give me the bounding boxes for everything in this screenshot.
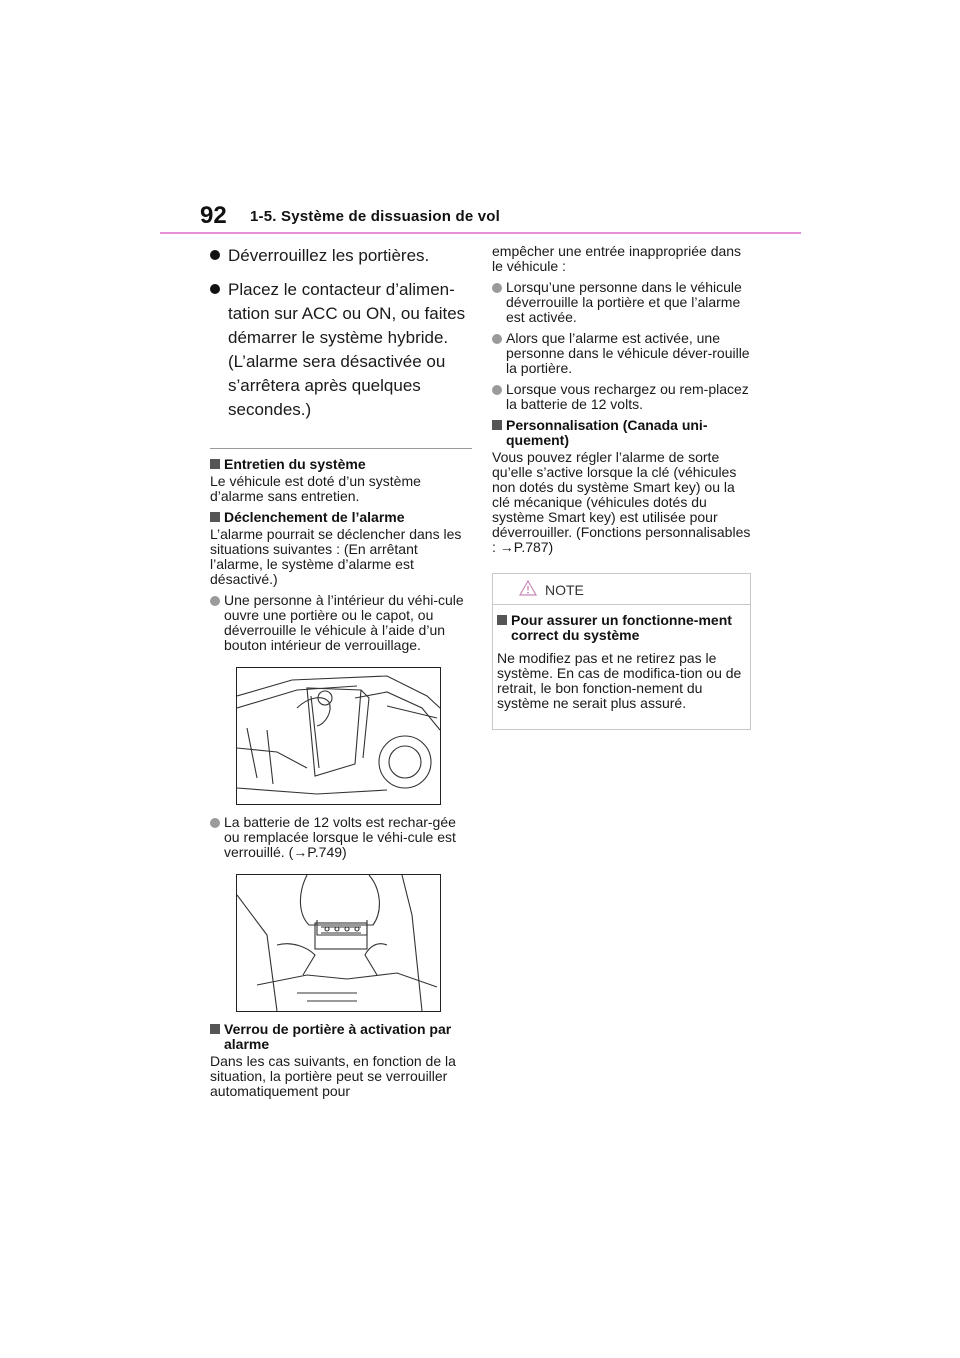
circle-bullet-icon <box>492 385 502 395</box>
section-divider <box>210 448 472 449</box>
instruction-bullet: Placez le contacteur d’alimen-tation sur ACC ou ON, ou faites démarrer le système hybride. (L’alarme sera désactivée ou s’arrêtera après quelques secondes.) <box>210 278 472 422</box>
page-header <box>200 200 800 236</box>
right-column <box>492 244 754 730</box>
square-bullet-icon <box>492 420 502 430</box>
square-bullet-icon <box>210 512 220 522</box>
customization-text: Vous pouvez régler l’alarme de sorte qu’elle s’active lorsque la clé (véhicules non dotés du système Smart key) ou la clé mécanique (véhicules dotés du système Smart key) est utilisée pour déverrouiller. (Fonctions personnalisables : →P.787) <box>492 449 751 555</box>
heading-customization: Personnalisation (Canada uni-quement) <box>492 418 754 448</box>
car-door-illustration <box>236 667 441 805</box>
note-header <box>493 574 750 605</box>
note-label: NOTE <box>545 582 584 598</box>
left-column <box>210 244 472 1105</box>
lock-text-continued: empêcher une entrée inappropriée dans le véhicule : <box>492 243 742 274</box>
lock-text: Dans les cas suivants, en fonction de la situation, la portière peut se verrouiller automatiquement pour <box>210 1053 456 1099</box>
lock-case-item: Lorsque vous rechargez ou rem-placez la batterie de 12 volts. <box>492 382 754 412</box>
bullet-icon <box>210 250 220 260</box>
note-text: Ne modifiez pas et ne retirez pas le système. En cas de modifica-tion ou de retrait, le bon fonction-nement du système ne serait plus assuré. <box>497 650 742 711</box>
battery-drawing <box>237 875 440 1011</box>
page-number: 92 <box>200 202 227 229</box>
heading-alarm-trigger: Déclenchement de l’alarme <box>210 510 472 525</box>
lock-case-item: Lorsqu’une personne dans le véhicule déverrouille la portière et que l’alarme est activée. <box>492 280 754 325</box>
note-heading: Pour assurer un fonctionne-ment correct du système <box>497 613 744 643</box>
square-bullet-icon <box>497 615 507 625</box>
trigger-item: La batterie de 12 volts est rechar-gée ou remplacée lorsque le véhi-cule est verrouillé. (→P.749) <box>210 815 472 860</box>
trigger-item: Une personne à l’intérieur du véhi-cule ouvre une portière ou le capot, ou déverrouille le véhicule à l’aide d’un bouton intérieur de verrouillage. <box>210 593 472 653</box>
heading-maintenance: Entretien du système <box>210 457 472 472</box>
circle-bullet-icon <box>492 283 502 293</box>
note-body <box>493 605 750 729</box>
section-title: 1-5. Système de dissuasion de vol <box>250 208 501 225</box>
battery-illustration <box>236 874 441 1012</box>
note-box <box>492 573 751 730</box>
instruction-bullet: Déverrouillez les portières. <box>210 244 472 268</box>
trigger-text: L’alarme pourrait se déclencher dans les situations suivantes : (En arrêtant l’alarme, le système d’alarme est désactivé.) <box>210 526 462 587</box>
circle-bullet-icon <box>210 818 220 828</box>
circle-bullet-icon <box>492 334 502 344</box>
header-rule <box>160 232 801 234</box>
square-bullet-icon <box>210 1024 220 1034</box>
bullet-icon <box>210 284 220 294</box>
circle-bullet-icon <box>210 596 220 606</box>
maintenance-text: Le véhicule est doté d’un système d’alarme sans entretien. <box>210 473 421 504</box>
heading-alarm-lock: Verrou de portière à activation par alarme <box>210 1022 472 1052</box>
square-bullet-icon <box>210 459 220 469</box>
car-door-drawing <box>237 668 440 804</box>
lock-case-item: Alors que l’alarme est activée, une personne dans le véhicule déver-rouille la portière. <box>492 331 754 376</box>
warning-icon <box>519 580 537 596</box>
